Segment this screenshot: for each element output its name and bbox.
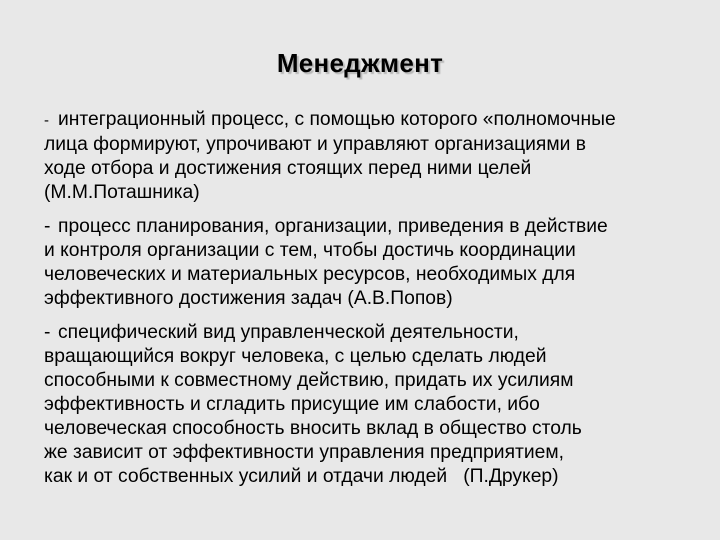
bullet-dash: - (44, 112, 49, 129)
definition-list (44, 108, 704, 499)
definition-line: специфический вид управленческой деятельности, (58, 322, 519, 343)
bullet-dash: - (44, 216, 51, 237)
definition-line: лица формируют, упрочивают и управляют организациями в (44, 134, 586, 155)
definition-line: (М.М.Поташника) (44, 182, 200, 203)
definition-line: эффективность и сгладить присущие им слабости, ибо (44, 394, 540, 415)
definition-line: же зависит от эффективности управления предприятием, (44, 442, 564, 463)
definition-item-3 (44, 321, 704, 489)
slide-title: Менеджмент (276, 48, 444, 78)
definition-item-1 (44, 108, 704, 205)
definition-line: ходе отбора и достижения стоящих перед ними целей (44, 158, 532, 179)
definition-line: вращающийся вокруг человека, с целью сделать людей (44, 346, 547, 367)
definition-line: интеграционный процесс, с помощью которого «полномочные (58, 109, 616, 130)
definition-line: человеческих и материальных ресурсов, необходимых для (44, 264, 576, 285)
definition-item-2 (44, 215, 704, 311)
definition-line: способными к совместному действию, придать их усилиям (44, 370, 574, 391)
definition-line: человеческая способность вносить вклад в общество столь (44, 418, 582, 439)
definition-line: процесс планирования, организации, приведения в действие (58, 216, 608, 237)
definition-line: эффективного достижения задач (А.В.Попов) (44, 288, 453, 309)
definition-line: и контроля организации с тем, чтобы достичь координации (44, 240, 576, 261)
definition-line: как и от собственных усилий и отдачи людей (П.Друкер) (44, 466, 559, 487)
bullet-dash: - (44, 322, 51, 343)
